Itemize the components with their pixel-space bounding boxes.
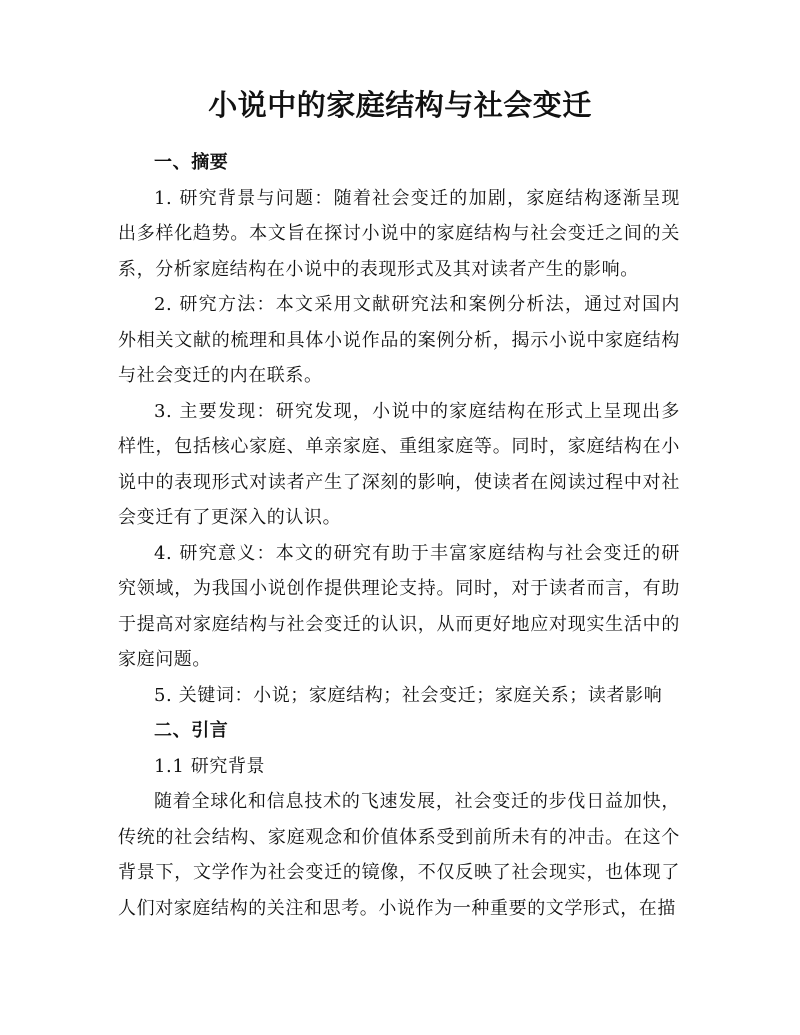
abstract-paragraph-background: 1. 研究背景与问题：随着社会变迁的加剧，家庭结构逐渐呈现出多样化趋势。本文旨在探讨小说中的家庭结构与社会变迁之间的关系，分析家庭结构在小说中的表现形式及其对读者产生的影响。 [118, 187, 680, 280]
document-body [118, 145, 680, 926]
subsection-heading-background: 1.1 研究背景 [154, 755, 266, 777]
abstract-paragraph-method: 2. 研究方法：本文采用文献研究法和案例分析法，通过对国内外相关文献的梳理和具体小说作品的案例分析，揭示小说中家庭结构与社会变迁的内在联系。 [118, 294, 680, 386]
abstract-paragraph-keywords: 5. 关键词：小说；家庭结构；社会变迁；家庭关系；读者影响 [154, 684, 663, 706]
section-heading-introduction: 二、引言 [154, 720, 229, 741]
section-heading-abstract: 一、摘要 [154, 152, 229, 173]
introduction-paragraph: 随着全球化和信息技术的飞速发展，社会变迁的步伐日益加快，传统的社会结构、家庭观念和价值体系受到前所未有的冲击。在这个背景下，文学作为社会变迁的镜像，不仅反映了社会现实，也体现了人们对家庭结构的关注和思考。小说作为一种重要的文学形式，在描 [118, 791, 680, 919]
abstract-paragraph-significance: 4. 研究意义：本文的研究有助于丰富家庭结构与社会变迁的研究领域，为我国小说创作提供理论支持。同时，对于读者而言，有助于提高对家庭结构与社会变迁的认识，从而更好地应对现实生活中的家庭问题。 [118, 542, 680, 670]
abstract-paragraph-findings: 3. 主要发现：研究发现，小说中的家庭结构在形式上呈现出多样性，包括核心家庭、单亲家庭、重组家庭等。同时，家庭结构在小说中的表现形式对读者产生了深刻的影响，使读者在阅读过程中对社会变迁有了更深入的认识。 [118, 400, 680, 528]
document-title: 小说中的家庭结构与社会变迁 [208, 88, 592, 122]
